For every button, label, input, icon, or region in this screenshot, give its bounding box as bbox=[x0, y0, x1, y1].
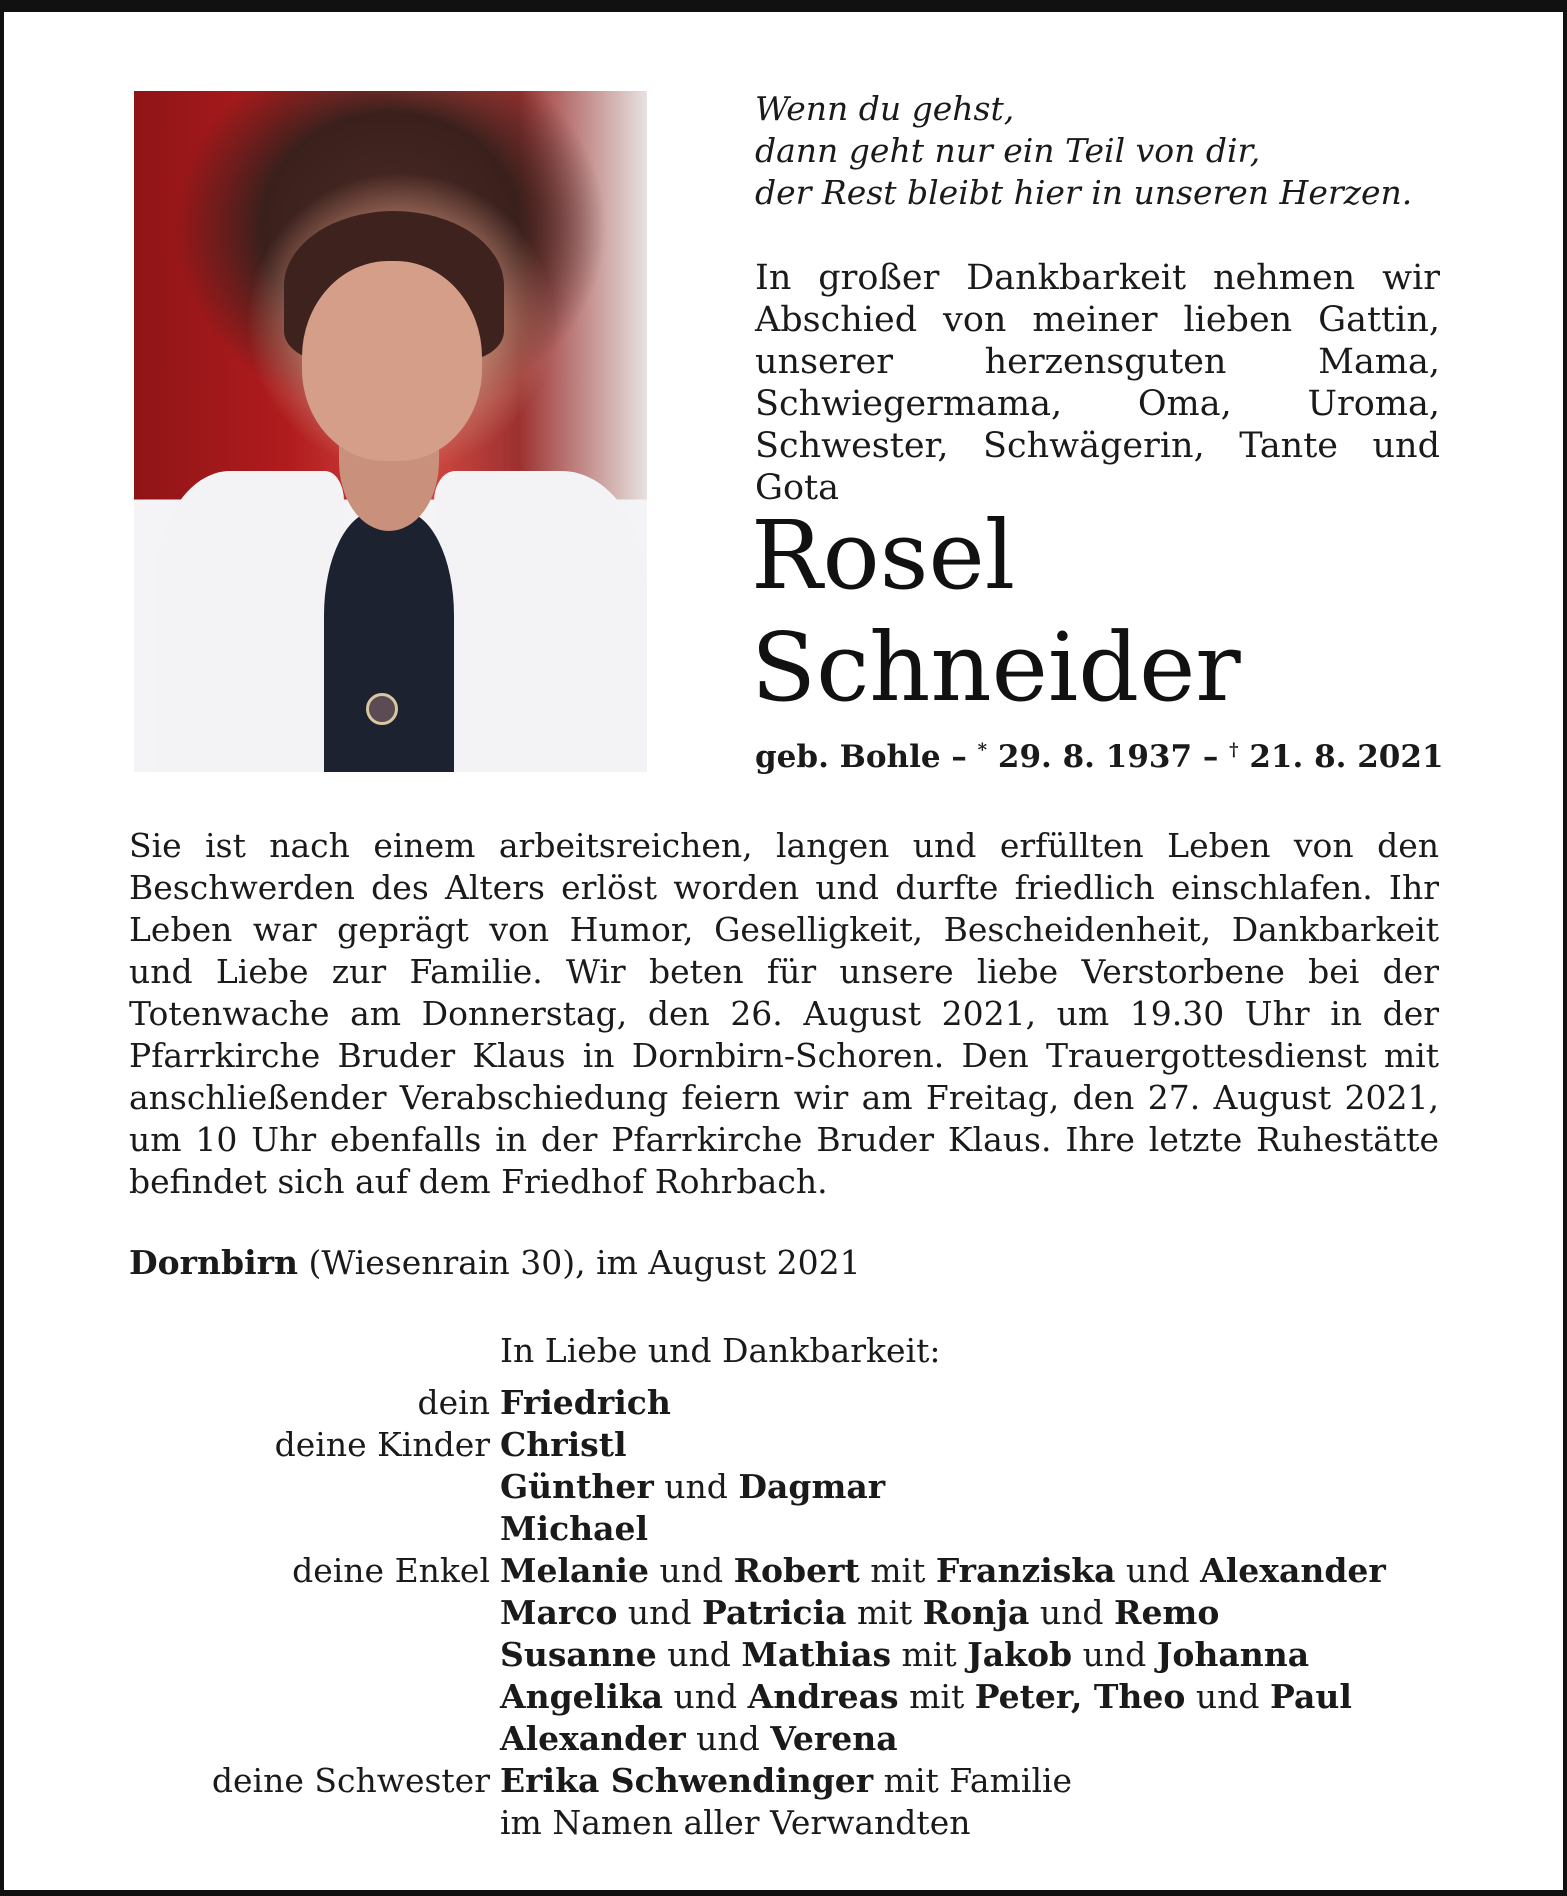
family-name: Erika Schwendinger bbox=[500, 1761, 874, 1800]
birth-name: geb. Bohle bbox=[755, 739, 941, 775]
family-name: Robert bbox=[733, 1551, 860, 1590]
verse bbox=[755, 88, 1455, 214]
family-name: Angelika bbox=[500, 1677, 663, 1716]
birth-date: 29. 8. 1937 bbox=[987, 739, 1193, 775]
verse-line: dann geht nur ein Teil von dir, bbox=[755, 131, 1261, 170]
family-row bbox=[4, 1634, 1567, 1676]
family-names bbox=[500, 1592, 1219, 1634]
family-name: Jakob bbox=[967, 1635, 1073, 1674]
family-row bbox=[4, 1802, 1567, 1844]
deceased-name bbox=[751, 500, 1551, 724]
relation-label: deine Schwester bbox=[211, 1761, 490, 1800]
family-name: Alexander bbox=[1200, 1551, 1386, 1590]
family-names bbox=[500, 1424, 627, 1466]
family-name: Melanie bbox=[500, 1551, 649, 1590]
photo-jacket-right bbox=[434, 471, 647, 772]
separator: – bbox=[940, 739, 978, 775]
relation-label: deine Enkel bbox=[292, 1551, 490, 1590]
family-name: Andreas bbox=[747, 1677, 899, 1716]
family-name: Günther bbox=[500, 1467, 654, 1506]
closing-line: im Namen aller Verwandten bbox=[500, 1803, 971, 1842]
conjunction: und bbox=[617, 1593, 703, 1632]
verse-line: der Rest bleibt hier in unseren Herzen. bbox=[755, 173, 1413, 212]
family-row bbox=[4, 1760, 1567, 1802]
photo-pendant bbox=[366, 693, 398, 725]
portrait-photo bbox=[134, 91, 647, 772]
body-text: Sie ist nach einem arbeitsreichen, langen und erfüllten Leben von den Beschwerden des Alters erlöst worden und durfte friedlich einschlafen. Ihr Leben war geprägt von Humor, Geselligkeit, Bescheidenheit, Dankbarkeit und Liebe zur Familie. Wir beten für unsere liebe Verstorbene bei der Totenwache am Donnerstag, den 26. August 2021, um 19.30 Uhr in der Pfarrkirche Bruder Klaus in Dornbirn-Schoren. Den Trauergottesdienst mit anschließender Verabschiedung feiern wir am Freitag, den 27. August 2021, um 10 Uhr ebenfalls in der Pfarrkirche Bruder Klaus. Ihre letzte Ruhestätte befindet sich auf dem Friedhof Rohrbach. bbox=[129, 826, 1439, 1201]
family-name: Franziska bbox=[935, 1551, 1116, 1590]
place-city: Dornbirn bbox=[129, 1243, 298, 1282]
family-row bbox=[4, 1718, 1567, 1760]
family-names bbox=[500, 1718, 898, 1760]
conjunction: und bbox=[656, 1635, 742, 1674]
family-suffix: mit Familie bbox=[873, 1761, 1073, 1800]
family-name: Alexander bbox=[500, 1719, 686, 1758]
family-row bbox=[4, 1550, 1567, 1592]
family-name: Patricia bbox=[702, 1593, 847, 1632]
life-dates bbox=[755, 739, 1555, 775]
conjunction: und bbox=[1185, 1677, 1271, 1716]
place-rest: (Wiesenrain 30), im August 2021 bbox=[298, 1243, 861, 1282]
family-name: Peter, Theo bbox=[974, 1677, 1186, 1716]
family-name: Dagmar bbox=[738, 1467, 886, 1506]
conjunction: mit bbox=[859, 1551, 936, 1590]
family-row bbox=[4, 1424, 1567, 1466]
family-name: Friedrich bbox=[500, 1383, 671, 1422]
conjunction: mit bbox=[846, 1593, 923, 1632]
family-list bbox=[4, 1382, 1567, 1844]
conjunction: und bbox=[685, 1719, 771, 1758]
family-row bbox=[4, 1466, 1567, 1508]
conjunction: und bbox=[653, 1467, 739, 1506]
family-name: Verena bbox=[770, 1719, 898, 1758]
conjunction: mit bbox=[898, 1677, 975, 1716]
relation-label: dein bbox=[417, 1383, 490, 1422]
separator: – bbox=[1192, 739, 1230, 775]
family-names bbox=[500, 1466, 885, 1508]
family-names bbox=[500, 1634, 1309, 1676]
death-date: 21. 8. 2021 bbox=[1238, 739, 1444, 775]
family-name: Ronja bbox=[922, 1593, 1030, 1632]
conjunction: mit bbox=[891, 1635, 968, 1674]
family-name: Christl bbox=[500, 1425, 627, 1464]
verse-line: Wenn du gehst, bbox=[755, 89, 1015, 128]
family-row bbox=[4, 1382, 1567, 1424]
intro-text: In großer Dankbarkeit nehmen wir Abschied von meiner lieben Gattin, unserer herzensguten Mama, Schwiegermama, Oma, Uroma, Schwester, Schwägerin, Tante und Gota bbox=[755, 258, 1440, 508]
photo-jacket-left bbox=[154, 471, 344, 772]
last-name: Schneider bbox=[751, 613, 1241, 723]
family-names bbox=[500, 1676, 1352, 1718]
birth-symbol: * bbox=[977, 739, 988, 761]
place-date bbox=[129, 1242, 1439, 1284]
family-names bbox=[500, 1550, 1386, 1592]
family-name: Michael bbox=[500, 1509, 649, 1548]
conjunction: und bbox=[1072, 1635, 1157, 1674]
relation-label: deine Kinder bbox=[274, 1425, 490, 1464]
conjunction: und bbox=[1115, 1551, 1201, 1590]
photo-face bbox=[302, 261, 482, 461]
conjunction: und bbox=[1029, 1593, 1115, 1632]
signoff: In Liebe und Dankbarkeit: bbox=[500, 1331, 941, 1370]
photo-dark-top bbox=[324, 511, 454, 772]
family-name: Mathias bbox=[741, 1635, 892, 1674]
family-names bbox=[500, 1382, 671, 1424]
family-row bbox=[4, 1508, 1567, 1550]
first-name: Rosel bbox=[751, 501, 1016, 611]
family-name: Paul bbox=[1270, 1677, 1352, 1716]
family-name: Remo bbox=[1114, 1593, 1220, 1632]
family-name: Susanne bbox=[500, 1635, 657, 1674]
family-names bbox=[500, 1760, 1072, 1802]
conjunction: und bbox=[663, 1677, 748, 1716]
conjunction: und bbox=[648, 1551, 734, 1590]
family-row bbox=[4, 1676, 1567, 1718]
family-names bbox=[500, 1508, 648, 1550]
family-row bbox=[4, 1592, 1567, 1634]
death-symbol: † bbox=[1229, 739, 1239, 761]
family-name: Johanna bbox=[1156, 1635, 1310, 1674]
family-name: Marco bbox=[500, 1593, 618, 1632]
